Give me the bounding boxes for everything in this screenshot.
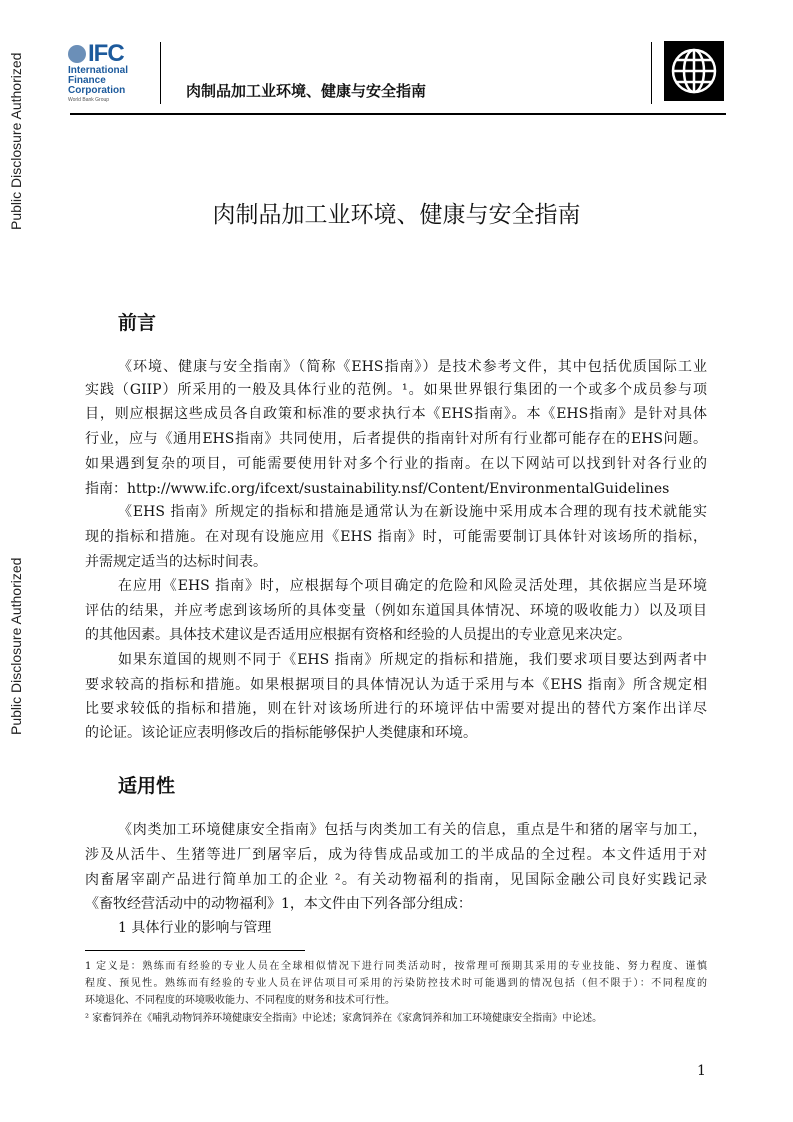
- body-text-line: 要求较高的指标和措施。如果根据项目的具体情况认为适于采用与本《EHS 指南》所含规定相: [85, 677, 707, 693]
- ifc-logo-line: Finance: [68, 75, 106, 86]
- body-text-line: 比要求较低的指标和措施，则在针对该场所进行的环境评估中需要对提出的替代方案作出详尽: [85, 701, 707, 717]
- body-text-line: 的其他因素。具体技术建议是否适用应根据有资格和经验的人员提出的专业意见来决定。: [85, 627, 631, 643]
- body-text-line: 指南：http://www.ifc.org/ifcext/sustainability.nsf/Content/EnvironmentalGuidelines: [85, 481, 670, 497]
- page-number: 1: [697, 1063, 706, 1079]
- body-text-line: 现的指标和措施。在对现有设施应用《EHS 指南》时，可能需要制订具体针对该场所的指标，: [85, 529, 707, 545]
- ifc-logo: [68, 42, 148, 104]
- footnote-line: 环境退化、不同程度的环境吸收能力、不同程度的财务和技术可行性。: [85, 995, 395, 1006]
- body-text-line: 涉及从活牛、生猪等进厂到屠宰后，成为待售成品或加工的半成品的全过程。本文件适用于对: [85, 847, 707, 863]
- ifc-globe-icon: [68, 45, 86, 63]
- body-text-line: 1 具体行业的影响与管理: [118, 920, 272, 936]
- world-bank-logo: [664, 41, 724, 101]
- body-text-line: 如果东道国的规则不同于《EHS 指南》所规定的指标和措施，我们要求项目要达到两者中: [118, 652, 707, 668]
- body-text-line: 《EHS 指南》所规定的指标和措施是通常认为在新设施中采用成本合理的现有技术就能实: [118, 504, 707, 520]
- ifc-logo-mark: IFC: [88, 40, 124, 67]
- ifc-logo-line: International: [68, 65, 129, 76]
- body-text-line: 行业，应与《通用EHS指南》共同使用，后者提供的指南针对所有行业都可能存在的EHS问题。: [85, 431, 707, 447]
- body-text-line: 《环境、健康与安全指南》（简称《EHS指南》）是技术参考文件，其中包括优质国际工业: [118, 359, 707, 375]
- running-title: 肉制品加工业环境、健康与安全指南: [186, 82, 427, 100]
- body-text-line: 的论证。该论证应表明修改后的指标能够保护人类健康和环境。: [85, 725, 477, 741]
- body-text-line: 评估的结果，并应考虑到该场所的具体变量（例如东道国具体情况、环境的吸收能力）以及项目: [85, 603, 707, 619]
- body-text-line: 肉畜屠宰副产品进行简单加工的企业 ²。有关动物福利的指南，见国际金融公司良好实践记录: [85, 872, 707, 888]
- body-text-line: 在应用《EHS 指南》时，应根据每个项目确定的危险和风险灵活处理，其依据应当是环境: [118, 578, 707, 594]
- body-text-line: 《肉类加工环境健康安全指南》包括与肉类加工有关的信息，重点是牛和猪的屠宰与加工，: [118, 822, 707, 838]
- section-heading-applicability: 适用性: [118, 775, 176, 797]
- header-divider-left: [160, 42, 161, 104]
- side-label-middle: Public Disclosure Authorized: [8, 557, 24, 735]
- document-title: 肉制品加工业环境、健康与安全指南: [212, 202, 581, 228]
- section-heading-preface: 前言: [118, 312, 157, 334]
- footnote-rule: [85, 950, 305, 951]
- header-rule: [70, 113, 726, 115]
- body-text-line: 实践（GIIP）所采用的一般及具体行业的范例。¹。如果世界银行集团的一个或多个成员参与项: [85, 382, 707, 398]
- body-text-line: 《畜牧经营活动中的动物福利》1，本文件由下列各部分组成：: [85, 896, 472, 912]
- ifc-logo-tagline: World Bank Group: [68, 97, 110, 103]
- footnote-line: ² 家畜饲养在《哺乳动物饲养环境健康安全指南》中论述；家禽饲养在《家禽饲养和加工环境健康安全指南》中论述。: [85, 1013, 603, 1024]
- body-text-line: 如果遇到复杂的项目，可能需要使用针对多个行业的指南。在以下网站可以找到针对各行业的: [85, 456, 707, 472]
- ifc-logo-line: Corporation: [68, 85, 126, 96]
- footnote-line: 程度、预见性。熟练而有经验的专业人员在评估项目可采用的污染防控技术时可能遇到的情况包括（但不限于）：不同程度的: [85, 978, 707, 989]
- side-label-top: Public Disclosure Authorized: [8, 52, 24, 230]
- footnote-line: 1 定义是：熟练而有经验的专业人员在全球相似情况下进行同类活动时，按常理可预期其采用的专业技能、努力程度、谨慎: [85, 961, 707, 972]
- header-divider-right: [651, 42, 652, 104]
- body-text-line: 并需规定适当的达标时间表。: [85, 554, 267, 570]
- body-text-line: 目，则应根据这些成员各自政策和标准的要求执行本《EHS指南》。本《EHS指南》是针对具体: [85, 406, 707, 422]
- globe-icon: [669, 46, 719, 96]
